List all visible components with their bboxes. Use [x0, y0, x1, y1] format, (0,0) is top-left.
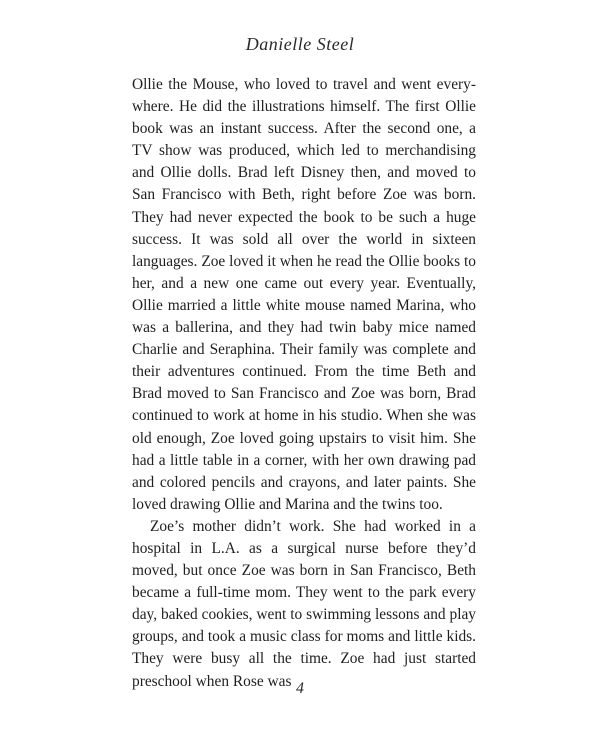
paragraph-2: Zoe’s mother didn’t work. She had worked in a hospital in L.A. as a surgical nurse before they’d moved, but once Zoe was born in San Francisco, Beth became a full-time mom. They went to the park every day, baked cookies, went to swimming lessons and play groups, and took a music class for moms and little kids. They were busy all the time. Zoe had just started preschool when Rose was [132, 517, 476, 690]
body-text [132, 74, 476, 693]
running-head-author: Danielle Steel [245, 34, 355, 54]
page-number: 4 [296, 680, 304, 697]
paragraph-1: Ollie the Mouse, who loved to travel and went every-where. He did the illustrations himself. The first Ollie book was an instant success. After the second one, a TV show was produced, which led to merchandising and Ollie dolls. Brad left Disney then, and moved to San Francisco with Beth, right before Zoe was born. They had never expected the book to be such a huge success. It was sold all over the world in sixteen languages. Zoe loved it when he read the Ollie books to her, and a new one came out every year. Eventually, Ollie married a little white mouse named Marina, who was a ballerina, and they had twin baby mice named Charlie and Seraphina. Their family was complete and their adventures continued. From the time Beth and Brad moved to San Francisco and Zoe was born, Brad continued to work at home in his studio. When she was old enough, Zoe loved going upstairs to visit him. She had a little table in a corner, with her own drawing pad and colored pencils and crayons, and later paints. She loved drawing Ollie and Marina and the twins too. [132, 76, 476, 513]
